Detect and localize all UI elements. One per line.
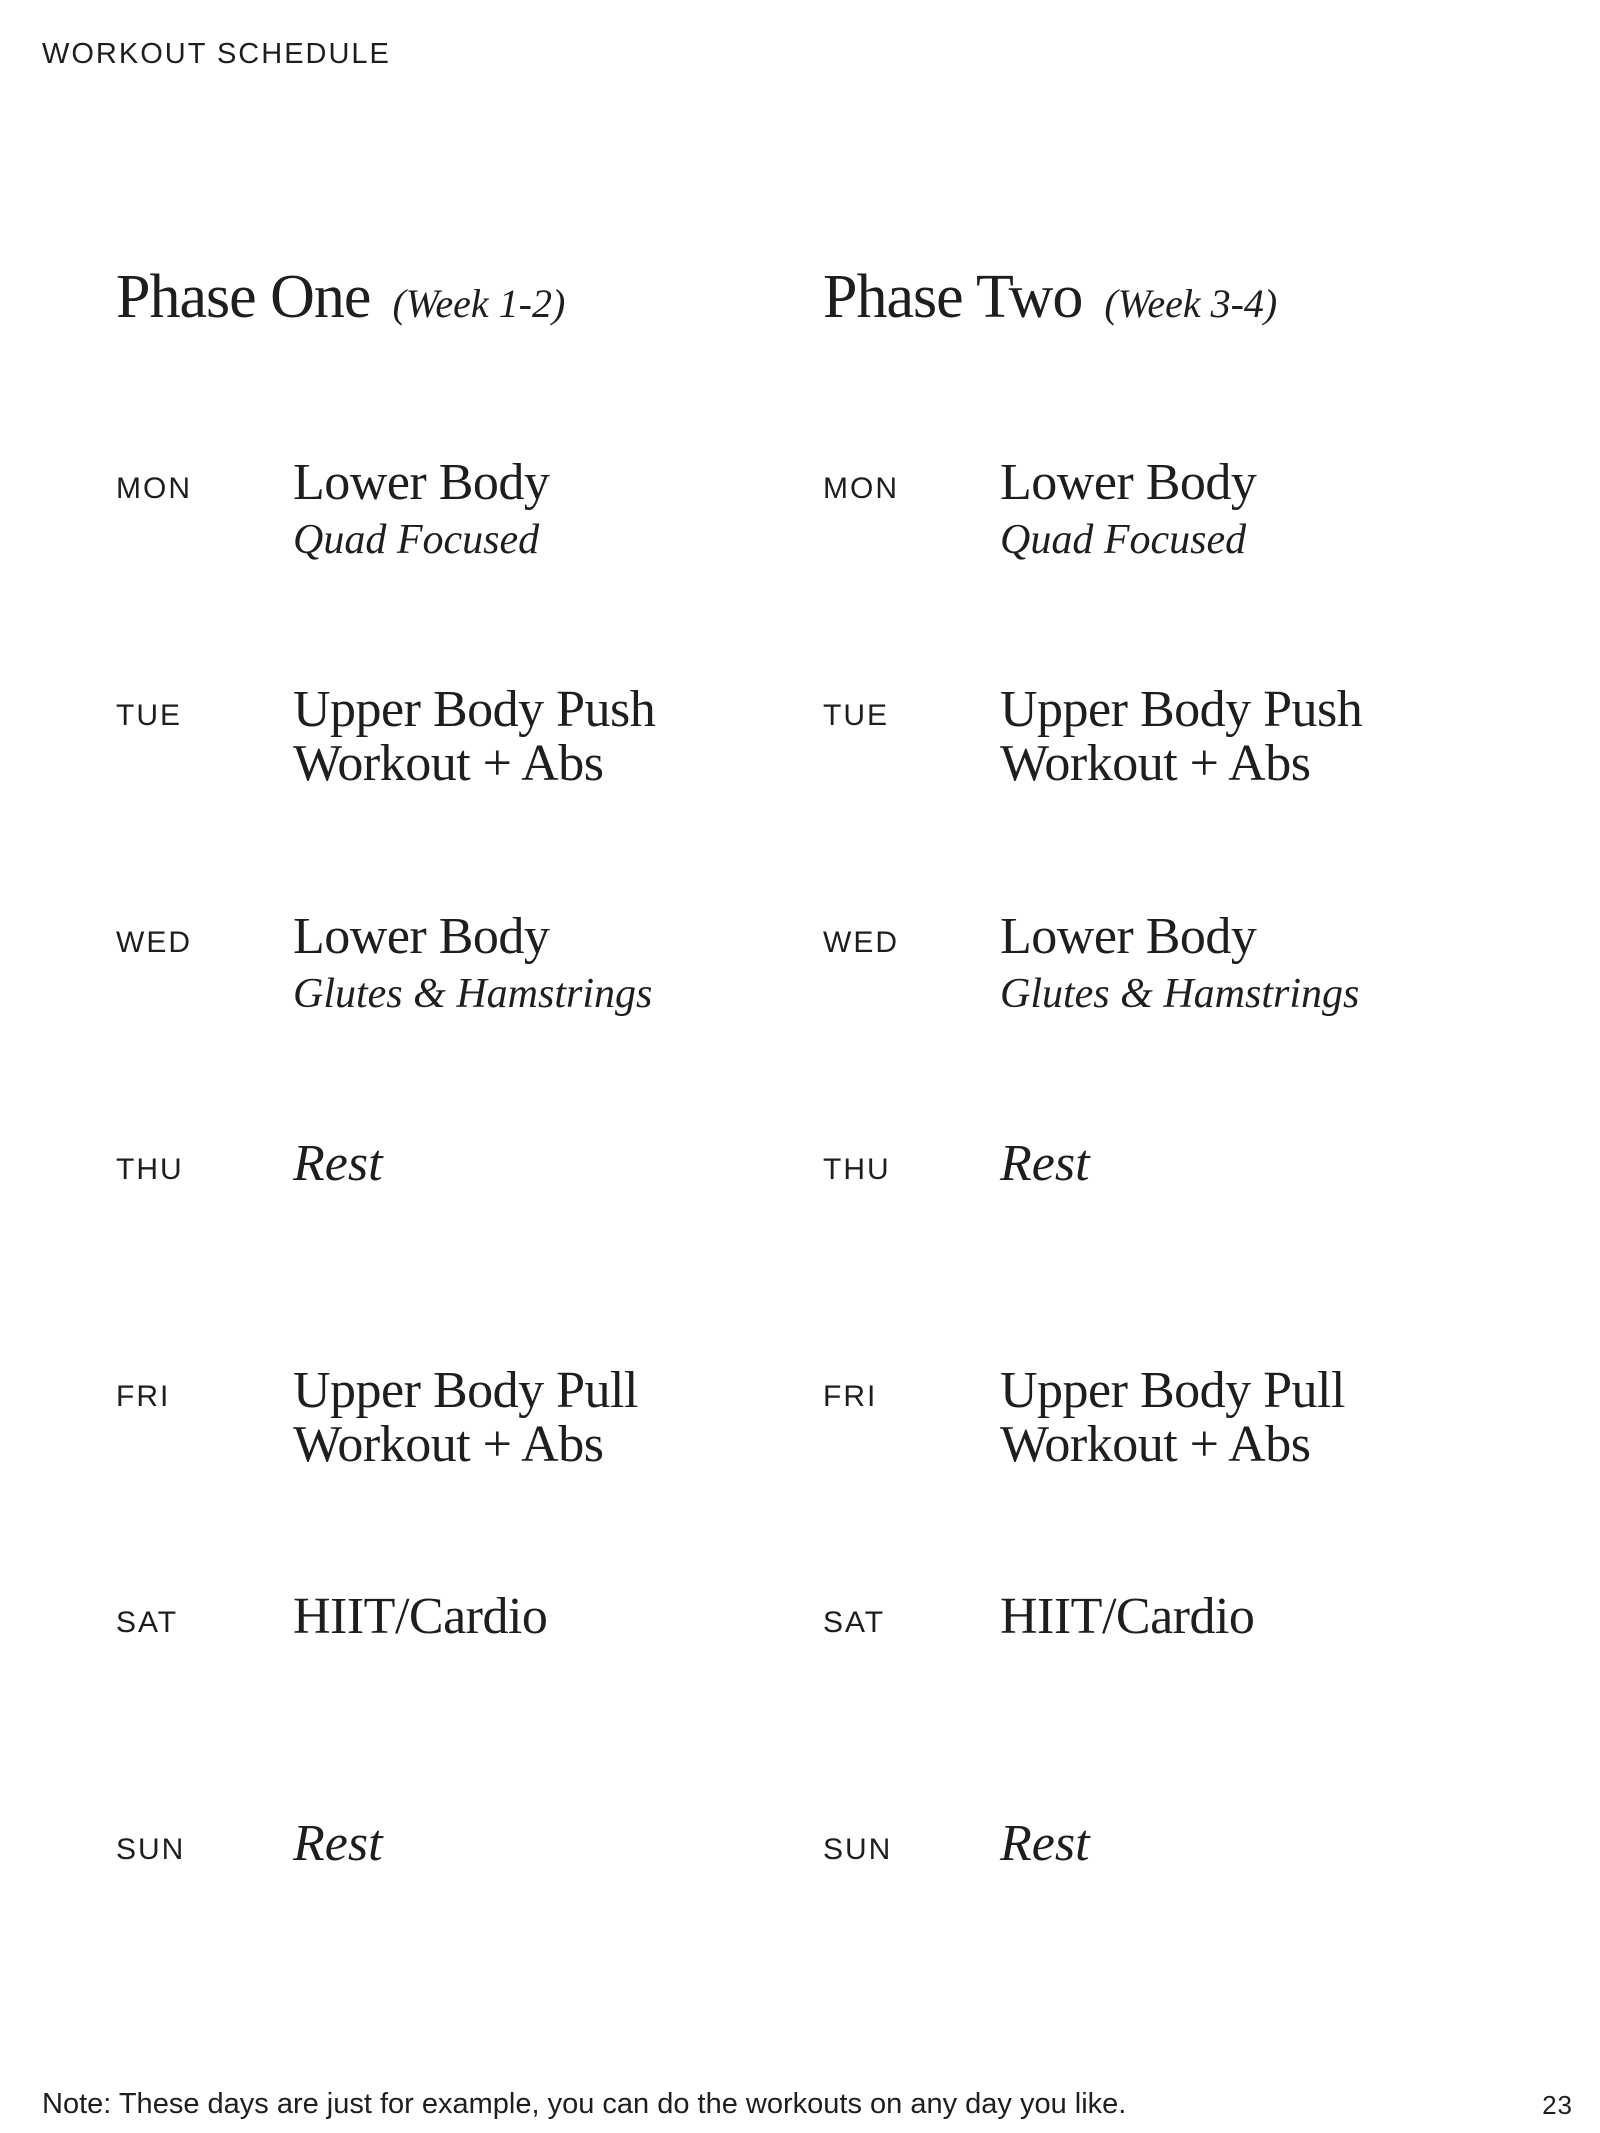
workout-rest: Rest <box>293 1815 383 1872</box>
page-number: 23 <box>1542 2090 1573 2120</box>
day-label: THU <box>823 1153 891 1186</box>
footer-note: Note: These days are just for example, you can do the workouts on any day you like. <box>42 2088 1127 2120</box>
workout-title: Lower Body <box>1000 454 1257 511</box>
workout-rest: Rest <box>1000 1135 1090 1192</box>
workout-entry <box>1000 1817 1090 1871</box>
day-label: TUE <box>823 699 889 732</box>
day-label: SAT <box>823 1606 886 1639</box>
day-label: MON <box>116 472 192 505</box>
workout-subtitle: Quad Focused <box>1000 517 1247 563</box>
workout-subtitle: Quad Focused <box>293 517 540 563</box>
day-label: FRI <box>116 1380 171 1413</box>
phase-weeks: (Week 3-4) <box>1104 281 1278 326</box>
day-label: WED <box>116 926 192 959</box>
workout-entry <box>293 683 655 791</box>
workout-title: Upper Body Push <box>1000 681 1363 738</box>
workout-entry <box>1000 456 1256 570</box>
phase-weeks: (Week 1-2) <box>392 281 566 326</box>
workout-entry <box>1000 910 1359 1024</box>
workout-entry <box>1000 1590 1254 1644</box>
phase-two-heading <box>823 262 1277 333</box>
workout-rest: Rest <box>293 1135 383 1192</box>
workout-entry <box>293 1137 383 1191</box>
day-label: SAT <box>116 1606 179 1639</box>
workout-title: Upper Body Pull <box>293 1362 638 1419</box>
phase-title: Phase One <box>116 263 371 331</box>
day-label: SUN <box>116 1833 186 1866</box>
day-label: THU <box>116 1153 184 1186</box>
workout-title: Upper Body Pull <box>1000 1362 1345 1419</box>
workout-rest: Rest <box>1000 1815 1090 1872</box>
workout-title-line2: Workout + Abs <box>293 1416 604 1473</box>
day-label: MON <box>823 472 899 505</box>
phase-title: Phase Two <box>823 263 1083 331</box>
workout-title-line2: Workout + Abs <box>293 735 604 792</box>
workout-title: HIIT/Cardio <box>293 1588 548 1645</box>
day-label: WED <box>823 926 899 959</box>
day-label: SUN <box>823 1833 893 1866</box>
day-label: TUE <box>116 699 182 732</box>
workout-entry <box>1000 1364 1345 1472</box>
workout-entry <box>293 1364 638 1472</box>
workout-title: Lower Body <box>293 454 550 511</box>
workout-title-line2: Workout + Abs <box>1000 1416 1311 1473</box>
workout-entry <box>1000 1137 1090 1191</box>
day-label: FRI <box>823 1380 878 1413</box>
workout-entry <box>293 1817 383 1871</box>
workout-entry <box>293 910 652 1024</box>
workout-title-line2: Workout + Abs <box>1000 735 1311 792</box>
workout-entry <box>293 456 549 570</box>
workout-title: Lower Body <box>1000 908 1257 965</box>
page-header: WORKOUT SCHEDULE <box>42 38 391 70</box>
workout-entry <box>293 1590 547 1644</box>
phase-one-heading <box>116 262 565 333</box>
workout-subtitle: Glutes & Hamstrings <box>293 971 653 1017</box>
workout-entry <box>1000 683 1362 791</box>
workout-title: Upper Body Push <box>293 681 656 738</box>
workout-title: HIIT/Cardio <box>1000 1588 1255 1645</box>
workout-subtitle: Glutes & Hamstrings <box>1000 971 1360 1017</box>
workout-title: Lower Body <box>293 908 550 965</box>
